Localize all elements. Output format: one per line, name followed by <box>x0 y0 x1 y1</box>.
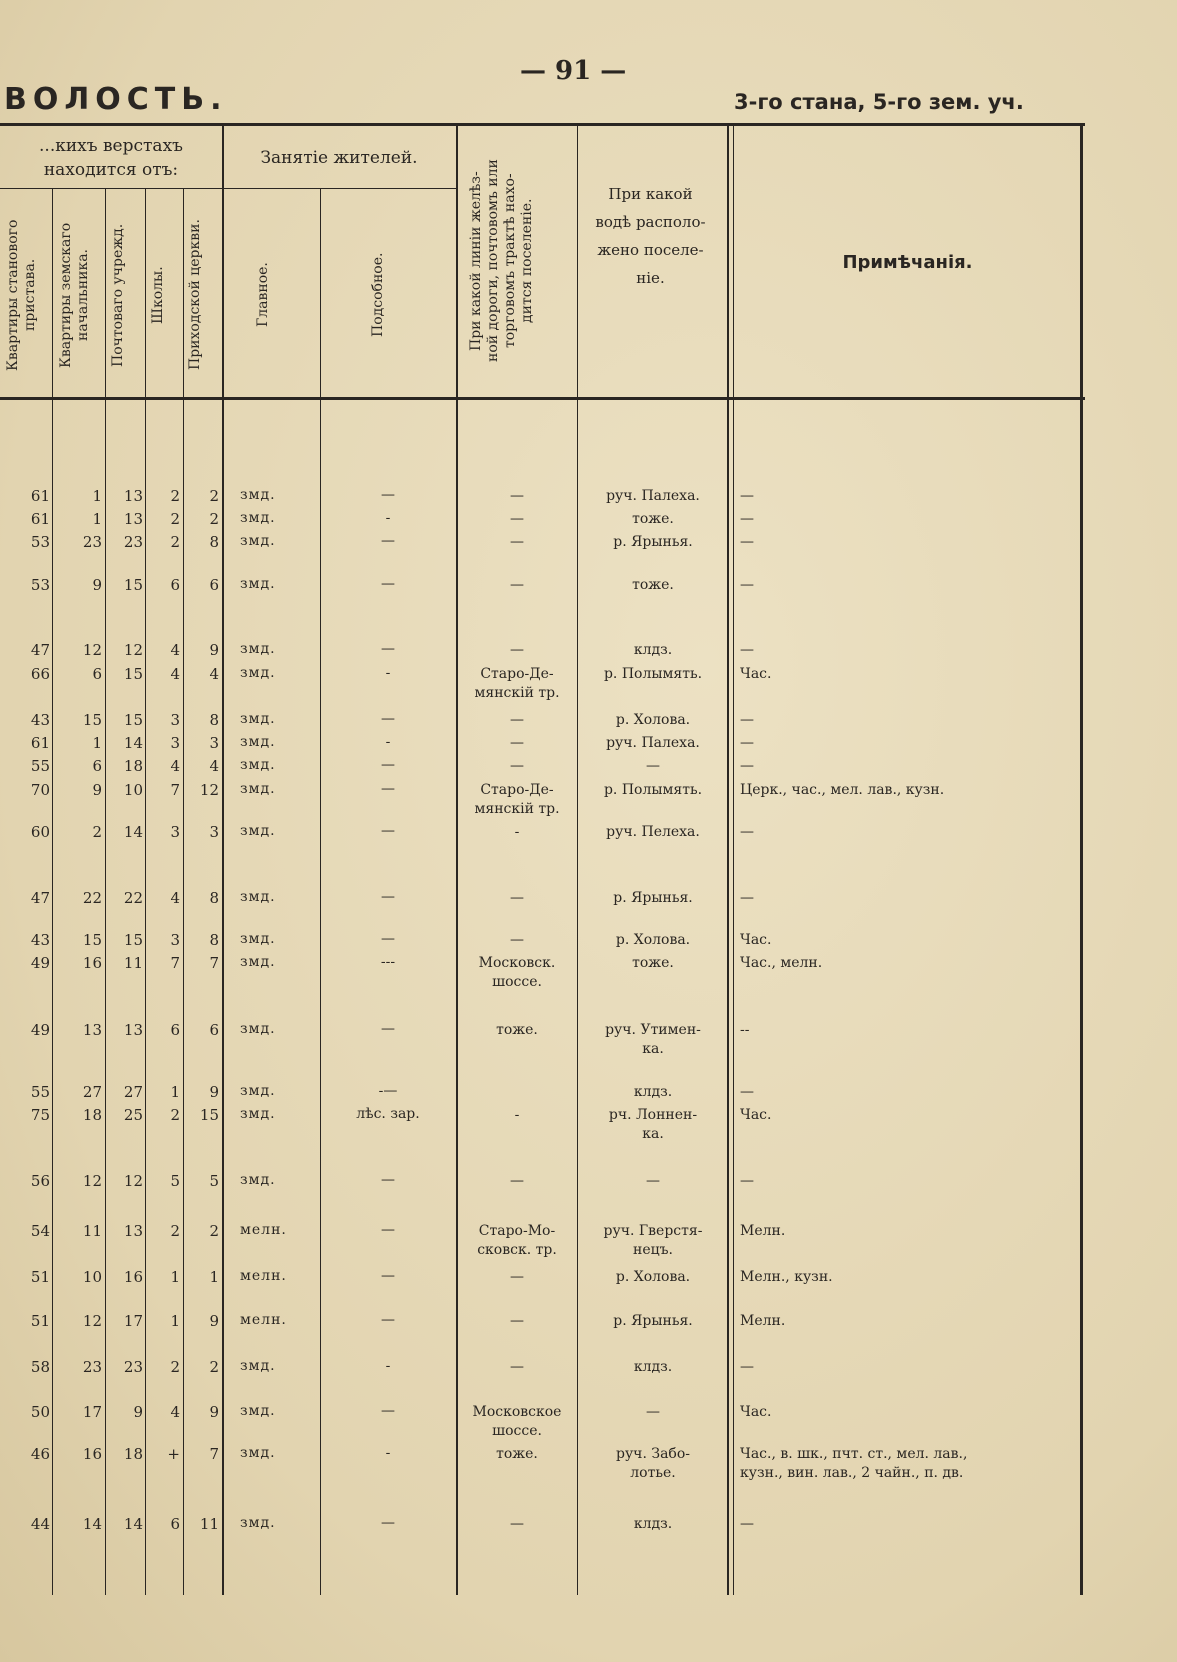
cell-secondary-occupation: — <box>381 1312 395 1328</box>
cell-road: Старо-Мо- сковск. тр. <box>477 1223 557 1258</box>
cell-notes: -- <box>740 1022 750 1038</box>
cell-main-occupation: змд. <box>240 823 276 839</box>
cell-main-occupation: змд. <box>240 889 276 905</box>
cell-secondary-occupation: — <box>381 533 395 549</box>
cell-road: — <box>510 735 524 751</box>
cell-water: руч. Палеха. <box>606 488 700 504</box>
cell-post: 14 <box>123 1515 143 1533</box>
cell-road: — <box>510 488 524 504</box>
cell-post: 18 <box>123 757 143 775</box>
cell-water: р. Холова. <box>615 932 691 948</box>
cell-secondary-occupation: — <box>381 889 395 905</box>
cell-main-occupation: мелн. <box>240 1268 287 1284</box>
cell-secondary-occupation: - <box>385 1358 391 1374</box>
cell-main-occupation: змд. <box>240 641 276 657</box>
cell-church: 7 <box>209 1445 219 1463</box>
col-header-road: При какой линіи желѣз- ной дороги, почтовомъ или торговомъ трактѣ нахо- дится поселеніе. <box>468 159 535 363</box>
cell-notes: — <box>740 890 754 906</box>
cell-road: — <box>510 932 524 948</box>
cell-water: руч. Гверстя- нецъ. <box>603 1223 703 1258</box>
cell-zemsky: 6 <box>92 665 102 683</box>
cell-main-occupation: змд. <box>240 487 276 503</box>
cell-stanovoi: 70 <box>30 781 50 799</box>
cell-stanovoi: 66 <box>30 665 50 683</box>
cell-church: 9 <box>209 1312 219 1330</box>
cell-road: — <box>510 1516 524 1532</box>
cell-stanovoi: 49 <box>30 954 50 972</box>
cell-secondary-occupation: — <box>381 1268 395 1284</box>
cell-school: 6 <box>170 576 180 594</box>
cell-church: 6 <box>209 1021 219 1039</box>
header-right-title: 3-го стана, 5-го зем. уч. <box>734 90 1024 114</box>
sub-rule-distances <box>0 188 222 189</box>
col-header-zemsky: Квартиры земскаго начальника. <box>58 222 91 368</box>
cell-notes: — <box>740 642 754 658</box>
cell-main-occupation: змд. <box>240 1172 276 1188</box>
cell-post: 27 <box>123 1083 143 1101</box>
cell-zemsky: 6 <box>92 757 102 775</box>
cell-road: — <box>510 642 524 658</box>
cell-church: 4 <box>209 665 219 683</box>
cell-post: 10 <box>123 781 143 799</box>
cell-water: р. Холова. <box>615 712 691 728</box>
cell-school: 7 <box>170 781 180 799</box>
cell-main-occupation: змд. <box>240 781 276 797</box>
cell-school: + <box>167 1445 180 1463</box>
cell-post: 17 <box>123 1312 143 1330</box>
cell-church: 2 <box>209 487 219 505</box>
cell-zemsky: 23 <box>82 533 102 551</box>
cell-road: — <box>510 534 524 550</box>
cell-main-occupation: змд. <box>240 576 276 592</box>
cell-post: 12 <box>123 1172 143 1190</box>
cell-church: 1 <box>209 1268 219 1286</box>
top-rule <box>0 123 1085 126</box>
cell-church: 2 <box>209 510 219 528</box>
cell-secondary-occupation: --- <box>380 954 396 970</box>
cell-main-occupation: змд. <box>240 665 276 681</box>
cell-zemsky: 11 <box>82 1222 102 1240</box>
cell-school: 3 <box>170 931 180 949</box>
cell-secondary-occupation: — <box>381 931 395 947</box>
cell-road: — <box>510 1269 524 1285</box>
cell-post: 13 <box>123 510 143 528</box>
cell-church: 9 <box>209 641 219 659</box>
cell-notes: — <box>740 1084 754 1100</box>
col-header-church: Приходской церкви. <box>187 219 203 371</box>
cell-post: 16 <box>123 1268 143 1286</box>
cell-zemsky: 1 <box>92 487 102 505</box>
cell-notes: — <box>740 735 754 751</box>
cell-water: тоже. <box>632 511 674 527</box>
cell-secondary-occupation: — <box>381 1021 395 1037</box>
cell-church: 2 <box>209 1358 219 1376</box>
cell-school: 1 <box>170 1312 180 1330</box>
cell-school: 3 <box>170 823 180 841</box>
cell-water: — <box>646 758 660 774</box>
cell-stanovoi: 75 <box>30 1106 50 1124</box>
cell-zemsky: 12 <box>82 1172 102 1190</box>
cell-school: 2 <box>170 487 180 505</box>
cell-stanovoi: 51 <box>30 1268 50 1286</box>
cell-notes: — <box>740 511 754 527</box>
cell-road: — <box>510 890 524 906</box>
cell-school: 3 <box>170 711 180 729</box>
cell-water: руч. Палеха. <box>606 735 700 751</box>
cell-road: Московское шоссе. <box>472 1404 562 1439</box>
cell-main-occupation: мелн. <box>240 1222 287 1238</box>
cell-water: рч. Лоннен- ка. <box>608 1107 698 1142</box>
cell-post: 13 <box>123 1222 143 1240</box>
cell-school: 7 <box>170 954 180 972</box>
cell-post: 14 <box>123 734 143 752</box>
header-bottom-rule <box>0 397 1085 400</box>
cell-stanovoi: 46 <box>30 1445 50 1463</box>
cell-stanovoi: 53 <box>30 576 50 594</box>
header-left-title: ВОЛОСТЬ. <box>4 82 228 117</box>
cell-water: — <box>646 1173 660 1189</box>
cell-school: 2 <box>170 533 180 551</box>
cell-main-occupation: змд. <box>240 1445 276 1461</box>
cell-road: Старо-Де- мянскій тр. <box>474 666 560 701</box>
cell-main-occupation: змд. <box>240 1358 276 1374</box>
cell-water: руч. Забо- лотье. <box>615 1446 690 1481</box>
cell-notes: Час. <box>740 1107 772 1123</box>
cell-church: 8 <box>209 931 219 949</box>
cell-secondary-occupation: - <box>385 510 391 526</box>
cell-post: 22 <box>123 889 143 907</box>
cell-notes: Час. <box>740 666 772 682</box>
cell-church: 8 <box>209 889 219 907</box>
cell-stanovoi: 51 <box>30 1312 50 1330</box>
cell-water: р. Холова. <box>615 1269 691 1285</box>
cell-zemsky: 23 <box>82 1358 102 1376</box>
cell-water: клдз. <box>633 1516 673 1532</box>
cell-notes: Час., мелн. <box>740 955 823 971</box>
cell-notes: Церк., час., мел. лав., кузн. <box>740 782 945 798</box>
cell-post: 15 <box>123 576 143 594</box>
cell-zemsky: 12 <box>82 641 102 659</box>
cell-road: - <box>514 824 520 840</box>
cell-school: 2 <box>170 510 180 528</box>
cell-road: — <box>510 1173 524 1189</box>
cell-church: 2 <box>209 1222 219 1240</box>
sub-rule-occupation <box>222 188 456 189</box>
cell-school: 6 <box>170 1021 180 1039</box>
cell-zemsky: 15 <box>82 711 102 729</box>
cell-school: 1 <box>170 1083 180 1101</box>
cell-water: клдз. <box>633 642 673 658</box>
cell-road: — <box>510 1313 524 1329</box>
cell-stanovoi: 47 <box>30 889 50 907</box>
col-header-main: Главное. <box>255 262 271 328</box>
cell-zemsky: 16 <box>82 1445 102 1463</box>
cell-water: руч. Пелеха. <box>606 824 700 840</box>
cell-main-occupation: змд. <box>240 931 276 947</box>
cell-secondary-occupation: — <box>381 576 395 592</box>
cell-school: 2 <box>170 1106 180 1124</box>
cell-road: — <box>510 1359 524 1375</box>
cell-school: 1 <box>170 1268 180 1286</box>
cell-zemsky: 1 <box>92 510 102 528</box>
cell-main-occupation: змд. <box>240 711 276 727</box>
column-rule <box>222 123 224 1595</box>
cell-secondary-occupation: — <box>381 1515 395 1531</box>
cell-secondary-occupation: — <box>381 757 395 773</box>
cell-secondary-occupation: — <box>381 641 395 657</box>
cell-stanovoi: 44 <box>30 1515 50 1533</box>
column-rule <box>1080 123 1083 1595</box>
cell-notes: — <box>740 1359 754 1375</box>
cell-water: клдз. <box>633 1359 673 1375</box>
cell-secondary-occupation: — <box>381 1403 395 1419</box>
cell-main-occupation: змд. <box>240 954 276 970</box>
cell-stanovoi: 55 <box>30 757 50 775</box>
cell-school: 4 <box>170 641 180 659</box>
cell-main-occupation: мелн. <box>240 1312 287 1328</box>
cell-water: — <box>646 1404 660 1420</box>
col-header-notes: Примѣчанія. <box>842 252 973 273</box>
cell-main-occupation: змд. <box>240 533 276 549</box>
page-number: — 91 — <box>520 56 627 86</box>
column-rule <box>733 123 734 1595</box>
cell-water: тоже. <box>632 577 674 593</box>
cell-church: 4 <box>209 757 219 775</box>
cell-water: клдз. <box>633 1084 673 1100</box>
cell-stanovoi: 47 <box>30 641 50 659</box>
cell-water: р. Ярынья. <box>613 1313 693 1329</box>
cell-zemsky: 10 <box>82 1268 102 1286</box>
cell-notes: Час., в. шк., пчт. ст., мел. лав., кузн., вин. лав., 2 чайн., п. дв. <box>740 1446 968 1481</box>
cell-school: 4 <box>170 757 180 775</box>
cell-road: тоже. <box>496 1446 538 1462</box>
cell-zemsky: 22 <box>82 889 102 907</box>
cell-church: 8 <box>209 533 219 551</box>
cell-zemsky: 12 <box>82 1312 102 1330</box>
cell-stanovoi: 56 <box>30 1172 50 1190</box>
cell-post: 23 <box>123 1358 143 1376</box>
cell-secondary-occupation: лѣс. зар. <box>356 1106 420 1122</box>
cell-school: 2 <box>170 1358 180 1376</box>
cell-notes: Мелн. <box>740 1313 786 1329</box>
cell-secondary-occupation: — <box>381 711 395 727</box>
cell-stanovoi: 55 <box>30 1083 50 1101</box>
cell-main-occupation: змд. <box>240 757 276 773</box>
cell-notes: Час. <box>740 932 772 948</box>
cell-zemsky: 13 <box>82 1021 102 1039</box>
cell-church: 11 <box>199 1515 219 1533</box>
cell-zemsky: 9 <box>92 781 102 799</box>
cell-stanovoi: 53 <box>30 533 50 551</box>
cell-notes: — <box>740 1173 754 1189</box>
cell-church: 6 <box>209 576 219 594</box>
cell-notes: — <box>740 712 754 728</box>
cell-stanovoi: 61 <box>30 487 50 505</box>
col-header-stanovoi: Квартиры станового пристава. <box>5 219 38 371</box>
cell-post: 15 <box>123 931 143 949</box>
cell-zemsky: 1 <box>92 734 102 752</box>
cell-zemsky: 2 <box>92 823 102 841</box>
cell-church: 9 <box>209 1083 219 1101</box>
cell-secondary-occupation: -— <box>378 1083 398 1099</box>
cell-post: 15 <box>123 665 143 683</box>
cell-school: 4 <box>170 889 180 907</box>
cell-water: р. Ярынья. <box>613 534 693 550</box>
column-rule <box>577 123 578 1595</box>
cell-zemsky: 17 <box>82 1403 102 1421</box>
column-rule <box>320 188 321 1595</box>
cell-notes: — <box>740 758 754 774</box>
cell-post: 13 <box>123 487 143 505</box>
cell-secondary-occupation: — <box>381 823 395 839</box>
cell-school: 3 <box>170 734 180 752</box>
cell-post: 13 <box>123 1021 143 1039</box>
cell-school: 5 <box>170 1172 180 1190</box>
cell-notes: — <box>740 534 754 550</box>
cell-stanovoi: 54 <box>30 1222 50 1240</box>
cell-post: 15 <box>123 711 143 729</box>
cell-school: 2 <box>170 1222 180 1240</box>
cell-water: р. Ярынья. <box>613 890 693 906</box>
cell-church: 3 <box>209 823 219 841</box>
cell-stanovoi: 49 <box>30 1021 50 1039</box>
cell-zemsky: 27 <box>82 1083 102 1101</box>
cell-road: — <box>510 758 524 774</box>
cell-stanovoi: 60 <box>30 823 50 841</box>
cell-road: — <box>510 712 524 728</box>
cell-road: — <box>510 511 524 527</box>
cell-stanovoi: 50 <box>30 1403 50 1421</box>
cell-church: 3 <box>209 734 219 752</box>
cell-school: 4 <box>170 1403 180 1421</box>
cell-secondary-occupation: - <box>385 1445 391 1461</box>
cell-church: 7 <box>209 954 219 972</box>
cell-post: 11 <box>123 954 143 972</box>
cell-church: 12 <box>199 781 219 799</box>
cell-school: 4 <box>170 665 180 683</box>
cell-road: — <box>510 577 524 593</box>
cell-water: тоже. <box>632 955 674 971</box>
cell-post: 12 <box>123 641 143 659</box>
cell-church: 5 <box>209 1172 219 1190</box>
cell-main-occupation: змд. <box>240 1106 276 1122</box>
cell-secondary-occupation: — <box>381 1222 395 1238</box>
cell-main-occupation: змд. <box>240 734 276 750</box>
cell-post: 9 <box>133 1403 143 1421</box>
cell-water: р. Полымять. <box>603 666 703 682</box>
cell-post: 23 <box>123 533 143 551</box>
cell-water: руч. Утимен- ка. <box>605 1022 701 1057</box>
cell-notes: — <box>740 824 754 840</box>
cell-zemsky: 9 <box>92 576 102 594</box>
cell-church: 8 <box>209 711 219 729</box>
cell-road: - <box>514 1107 520 1123</box>
cell-secondary-occupation: — <box>381 1172 395 1188</box>
cell-secondary-occupation: - <box>385 734 391 750</box>
cell-zemsky: 16 <box>82 954 102 972</box>
cell-stanovoi: 61 <box>30 734 50 752</box>
cell-church: 15 <box>199 1106 219 1124</box>
cell-secondary-occupation: - <box>385 665 391 681</box>
cell-road: Московск. шоссе. <box>478 955 556 990</box>
cell-notes: Мелн., кузн. <box>740 1269 833 1285</box>
cell-notes: — <box>740 1516 754 1532</box>
cell-notes: Мелн. <box>740 1223 786 1239</box>
column-rule <box>727 123 729 1595</box>
cell-secondary-occupation: — <box>381 487 395 503</box>
col-header-water: При какой водѣ располо- жено поселе- ніе. <box>595 185 706 287</box>
cell-stanovoi: 61 <box>30 510 50 528</box>
cell-zemsky: 18 <box>82 1106 102 1124</box>
cell-notes: Час. <box>740 1404 772 1420</box>
group-occupation-header: Занятіе жителей. <box>260 148 418 168</box>
col-header-secondary: Подсобное. <box>370 252 386 338</box>
cell-stanovoi: 43 <box>30 931 50 949</box>
cell-stanovoi: 58 <box>30 1358 50 1376</box>
cell-school: 6 <box>170 1515 180 1533</box>
cell-main-occupation: змд. <box>240 510 276 526</box>
cell-main-occupation: змд. <box>240 1021 276 1037</box>
cell-post: 18 <box>123 1445 143 1463</box>
cell-church: 9 <box>209 1403 219 1421</box>
cell-road: Старо-Де- мянскій тр. <box>474 782 560 817</box>
col-header-post: Почтоваго учрежд. <box>110 223 126 367</box>
cell-water: р. Полымять. <box>603 782 703 798</box>
cell-main-occupation: змд. <box>240 1083 276 1099</box>
cell-post: 25 <box>123 1106 143 1124</box>
cell-notes: — <box>740 488 754 504</box>
cell-zemsky: 15 <box>82 931 102 949</box>
cell-post: 14 <box>123 823 143 841</box>
cell-road: тоже. <box>496 1022 538 1038</box>
cell-notes: — <box>740 577 754 593</box>
cell-zemsky: 14 <box>82 1515 102 1533</box>
cell-main-occupation: змд. <box>240 1403 276 1419</box>
cell-main-occupation: змд. <box>240 1515 276 1531</box>
col-header-school: Школы. <box>150 266 166 324</box>
cell-secondary-occupation: — <box>381 781 395 797</box>
cell-stanovoi: 43 <box>30 711 50 729</box>
group-distances-header: ...кихъ верстахъ находится отъ: <box>39 136 183 180</box>
